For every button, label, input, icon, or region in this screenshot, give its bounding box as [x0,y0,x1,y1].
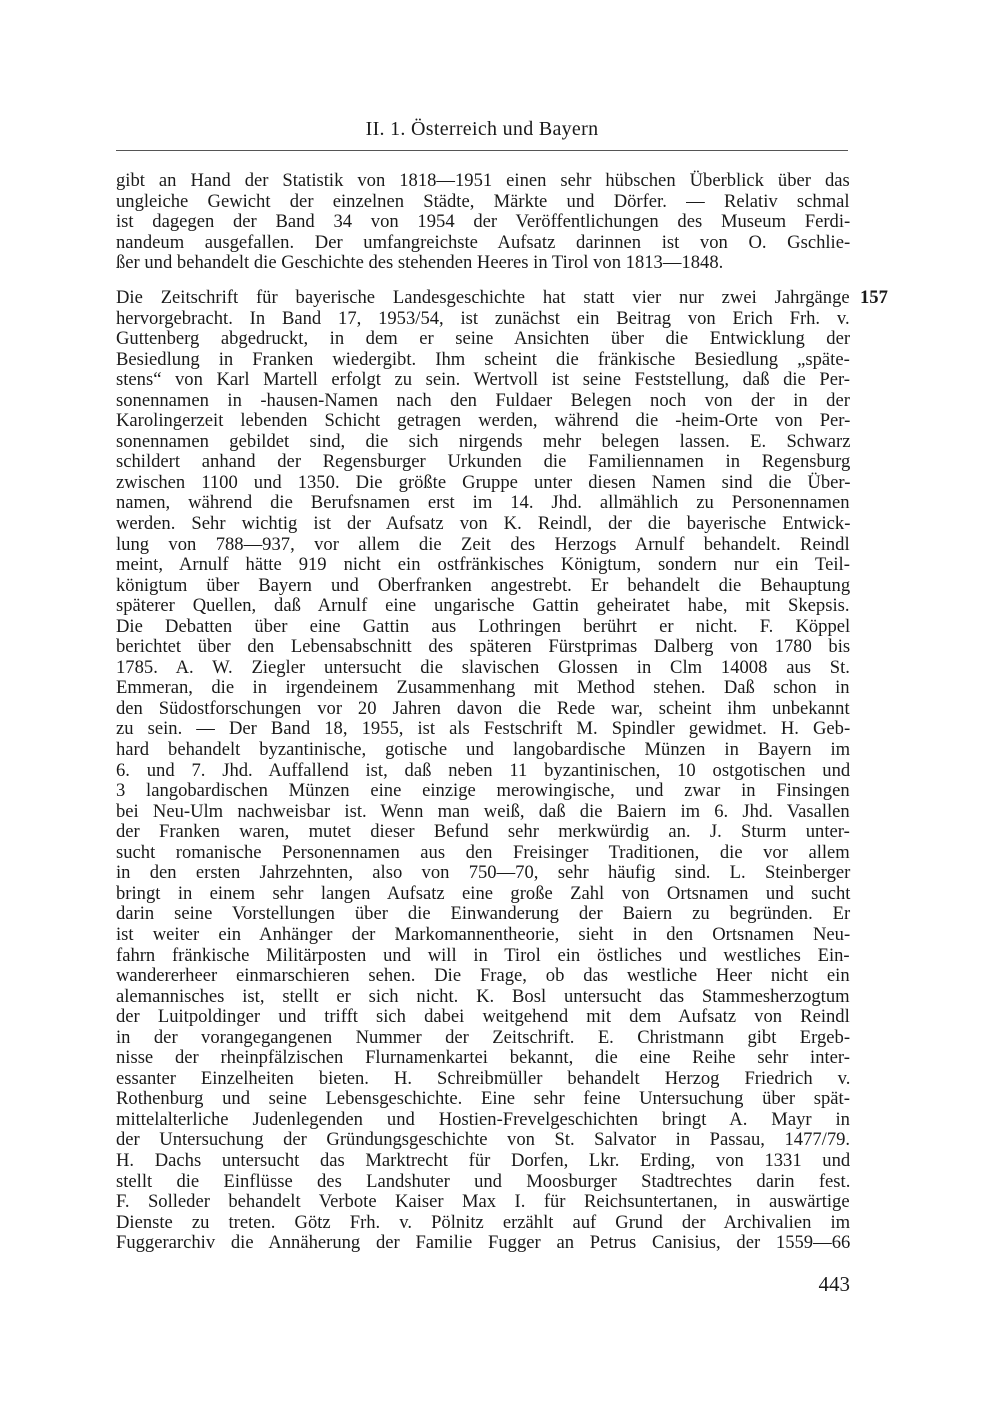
text-line: königtum über Bayern und Oberfranken angestrebt. Er behandelt die Behauptung [116,574,851,596]
header-rule [116,150,848,151]
text-line: ist dagegen der Band 34 von 1954 der Veröffentlichungen des Museum Ferdi- [116,211,851,233]
text-line: essanter Einzelheiten bieten. H. Schreibmüller behandelt Herzog Friedrich v. [116,1067,851,1089]
text-line: Karolingerzeit lebenden Schicht getragen werden, während die -heim-Orte von Per- [116,410,851,432]
text-line: fahrn fränkische Militärposten und will in Tirol ein östliches und westliches Ein- [116,944,850,966]
text-line: berichtet über den Lebensabschnitt des späteren Fürstprimas Dalberg von 1780 bis [116,636,851,658]
text-line: gibt an Hand der Statistik von 1818—1951 einen sehr hübschen Überblick über das [116,170,850,191]
text-line: sonennamen in -hausen-Namen nach den Fuldaer Belegen noch von der in der [116,389,850,411]
text-line: schildert anhand der Regensburger Urkunden die Familiennamen in Regensburg [116,451,851,473]
paragraph-continuation [116,171,850,274]
text-line: 6. und 7. Jhd. Auffallend ist, daß neben 11 byzantinischen, 10 ostgotischen und [116,759,851,781]
text-line: sonennamen gebildet sind, die sich nirgends mehr belegen lassen. E. Schwarz [116,430,851,452]
text-line: der Untersuchung der Gründungsgeschichte von St. Salvator in Passau, 1477/79. [116,1129,851,1151]
text-line: in der vorangegangenen Nummer der Zeitschrift. E. Christmann gibt Ergeb- [116,1026,851,1048]
running-head: II. 1. Österreich und Bayern [365,118,599,140]
text-line: wandererheer einmarschieren sehen. Die Frage, ob das westliche Heer nicht ein [116,965,850,987]
text-line: Die Zeitschrift für bayerische Landesgeschichte hat statt vier nur zwei Jahrgänge [116,287,850,308]
paragraph-zeitschrift [116,288,850,1254]
text-line: F. Solleder behandelt Verbote Kaiser Max I. für Reichsuntertanen, in auswärtige [116,1191,850,1213]
text-line: der Luitpoldinger und trifft sich dabei weitgehend mit dem Aufsatz von Reindl [116,1006,850,1028]
text-line: mittelalterliche Judenlegenden und Hostien-Frevelgeschichten bringt A. Mayr in [116,1108,850,1130]
text-line: namen, während die Berufsnamen erst im 14. Jhd. allmählich zu Personennamen [116,492,850,514]
text-line: hard behandelt byzantinische, gotische und langobardische Münzen in Bayern im [116,739,851,761]
text-line: stens“ von Karl Martell erfolgt zu sein. Wertvoll ist seine Feststellung, daß die Per- [116,369,850,391]
page-number: 443 [818,1272,850,1296]
margin-page-reference: 157 [860,287,888,308]
text-line: bringt in einem sehr langen Aufsatz eine große Zahl von Ortsnamen und sucht [116,882,851,904]
text-line: Emmeran, die in irgendeinem Zusammenhang mit Method stehen. Daß schon in [116,677,850,699]
text-line: nisse der rheinpfälzischen Flurnamenkartei bekannt, die eine Reihe sehr inter- [116,1047,850,1069]
text-line: späterer Quellen, daß Arnulf eine ungarische Gattin geheiratet habe, mit Skepsis. [116,595,850,617]
text-line: Dienste zu treten. Götz Frh. v. Pölnitz erzählt auf Grund der Archivalien im [116,1211,851,1233]
text-line: Fuggerarchiv die Annäherung der Familie Fugger an Petrus Canisius, der 1559—66 [116,1232,851,1254]
text-line: Besiedlung in Franken wiedergibt. Ihm scheint die fränkische Besiedlung „späte- [116,348,850,370]
text-line: den Südostforschungen vor 20 Jahren davon die Rede war, scheint ihm unbekannt [116,697,850,719]
text-line: bei Neu-Ulm nachweisbar ist. Wenn man weiß, daß die Baiern im 6. Jhd. Vasallen [116,800,850,822]
text-line: ist weiter ein Anhänger der Markomannentheorie, sieht in den Ortsnamen Neu- [116,923,851,945]
text-line: Die Debatten über eine Gattin aus Lothringen berührt er nicht. F. Köppel [116,615,851,637]
text-line: stellt die Einflüsse des Landshuter und Moosburger Stadtrechtes darin fest. [116,1170,851,1192]
text-line: meint, Arnulf hätte 919 nicht ein ostfränkisches Königtum, sondern nur ein Teil- [116,554,850,576]
text-line: 3 langobardischen Münzen eine einzige merowingische, und zwar in Finsingen [116,780,850,802]
text-line: nandeum ausgefallen. Der umfangreichste Aufsatz darinnen ist von O. Gschlie- [116,231,851,253]
text-line: darin seine Vorstellungen über die Einwanderung der Baiern zu begründen. Er [116,903,851,925]
text-line: 1785. A. W. Ziegler untersucht die slavischen Glossen in Clm 14008 aus St. [116,656,850,678]
text-line: sucht romanische Personennamen aus den Freisinger Traditionen, die vor allem [116,841,850,863]
text-line: zu sein. — Der Band 18, 1955, ist als Festschrift M. Spindler gewidmet. H. Geb- [116,718,851,740]
text-line: H. Dachs untersucht das Marktrecht für Dorfen, Lkr. Erding, von 1331 und [116,1149,851,1171]
text-line: in den ersten Jahrzehnten, also von 750—70, sehr häufig sind. L. Steinberger [116,862,851,884]
text-line: hervorgebracht. In Band 17, 1953/54, ist zunächst ein Beitrag von Erich Frh. v. [116,307,850,329]
text-line: Rothenburg und seine Lebensgeschichte. Eine sehr feine Untersuchung über spät- [116,1088,850,1110]
text-line: ungleiche Gewicht der einzelnen Städte, Märkte und Dörfer. — Relativ schmal [116,190,850,212]
text-line: alemannisches ist, stellt er sich nicht. K. Bosl untersucht das Stammesherzogtum [116,985,850,1007]
text-line: Guttenberg abgedruckt, in dem er seine Ansichten über die Entwicklung der [116,328,851,350]
text-line: werden. Sehr wichtig ist der Aufsatz von K. Reindl, der die bayerische Entwick- [116,513,851,535]
text-line: lung von 788—937, vor allem die Zeit des Herzogs Arnulf behandelt. Reindl [116,533,850,555]
text-line: der Franken waren, mutet dieser Befund sehr merkwürdig an. J. Sturm unter- [116,821,850,843]
text-line: ßer und behandelt die Geschichte des stehenden Heeres in Tirol von 1813—1848. [116,252,724,274]
text-line: zwischen 1100 und 1350. Die größte Gruppe unter diesen Namen sind die Über- [116,471,851,493]
